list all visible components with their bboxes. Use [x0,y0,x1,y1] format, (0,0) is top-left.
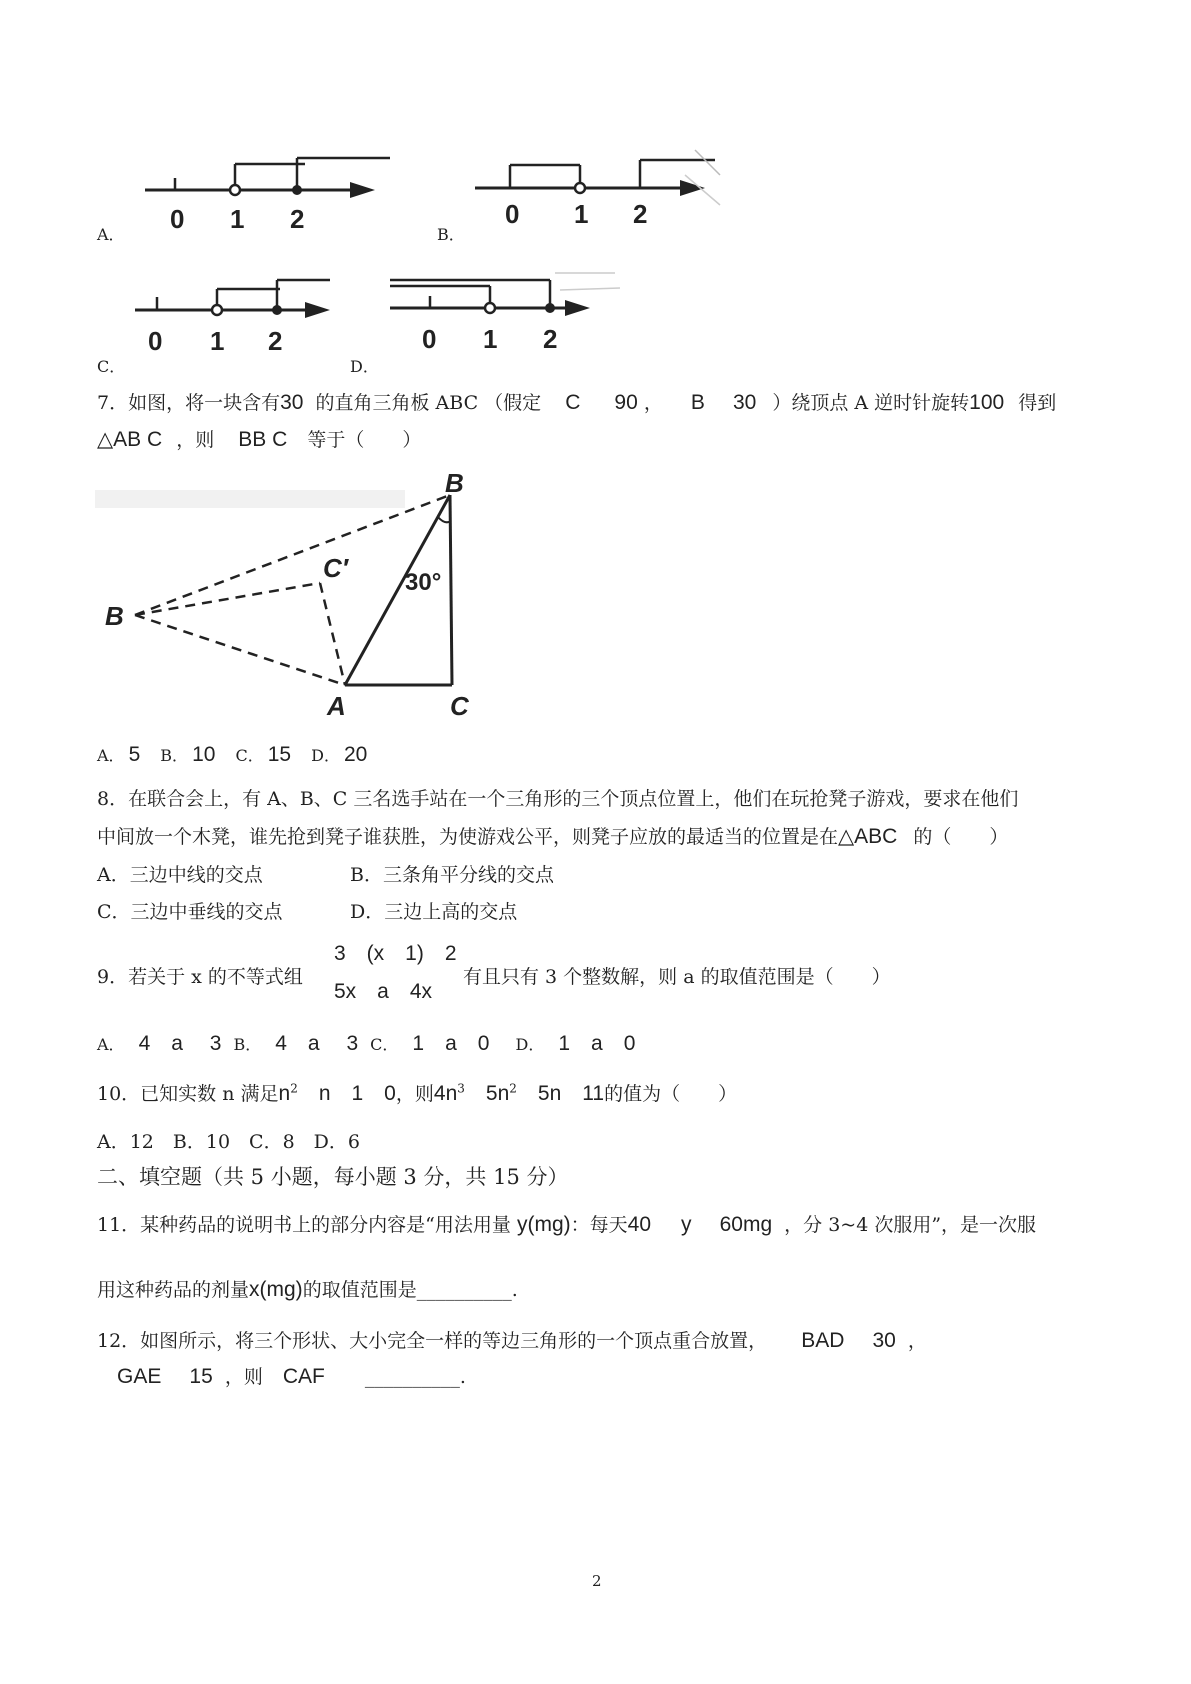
q11-colon: ：每天 [570,1214,628,1236]
q6-c-tick-0: 0 [148,326,163,356]
q10-eq-sup: 2 [290,1081,298,1096]
q7-triangle: △AB C [97,428,163,451]
q6-d-tick-0: 0 [422,324,437,354]
q7-figure [95,465,495,720]
q6-c-tick-1: 1 [210,326,225,356]
q11-line-2 [97,1275,518,1302]
q9-system-row-2: 5x a 4x [334,980,433,1003]
q11-y: y [681,1213,692,1236]
q9-answer-b-value: 4 a 3 [275,1032,359,1055]
q11-line-2-post: 的取值范围是__________. [302,1279,518,1301]
q12-gae: GAE [117,1365,162,1388]
q6-a-tick-0: 0 [170,204,185,234]
q7-text-post: 得到 [1018,392,1057,414]
q7-line-2 [97,425,421,452]
q9-answer-c-value: 1 a 0 [412,1032,490,1055]
q7-deg30: 30 [280,391,304,414]
q7-label-b-prime: B [105,601,124,631]
q8-option-d: D．三边上高的交点 [350,901,518,923]
q11-pre: 11．某种药品的说明书上的部分内容是“用法用量 [97,1214,511,1236]
q7-answer-c-label: C． [235,746,264,765]
q12-then: ，则 [224,1366,263,1388]
q10-expr-c: 5n 11 [516,1082,605,1105]
q7-line-1 [97,388,1056,415]
q6-option-b-label: B． [437,225,465,244]
q9-answer-d-value: 1 a 0 [558,1032,636,1055]
q6-a-tick-1: 1 [230,204,245,234]
q7-text-mid1: 的直角三角板 ABC （假定 [315,392,542,414]
q7-answer-d-label: D． [311,746,340,765]
q12-pre: 12．如图所示，将三个形状、大小完全一样的等边三角形的一个顶点重合放置， [97,1330,768,1352]
q6-b-tick-1: 1 [574,199,589,229]
q11-post: ，分 3~4 次服用”，是一次服 [784,1214,1037,1236]
q7-label-b-top: B [445,468,464,498]
q10-eq-n: n [278,1082,291,1105]
q10-expr-a: 4n [433,1082,458,1105]
q7-angle-c: C [565,391,581,414]
q7-comma: ， [643,392,663,414]
q8-line-1: 8．在联合会上，有 A、B、C 三名选手站在一个三角形的三个顶点位置上，他们在玩抢凳子游戏，要求在他们 [97,788,1019,810]
q9-system-row-1: 3 (x 1) 2 [334,942,457,965]
q7-answers [97,743,367,767]
q12-comma: ， [907,1330,927,1352]
q11-v60: 60mg [719,1213,773,1236]
q12-blank: __________. [364,1366,466,1388]
q7-answer-d-value: 20 [343,743,368,766]
q7-label-c-prime: C′ [323,553,349,583]
q9-pre: 9．若关于 x 的不等式组 [97,966,303,988]
q6-b-tick-0: 0 [505,199,520,229]
q7-text-mid2: ）绕顶点 A 逆时针旋转 [772,392,970,414]
q9-answer-b-label: B． [233,1035,262,1054]
q11-ymg: y(mg) [516,1213,571,1236]
q10-pre: 10．已知实数 n 满足 [97,1083,279,1105]
q7-answer-a-value: 5 [128,743,141,766]
q6-number-line-c [130,275,350,360]
q8-triangle: △ABC [838,825,898,848]
q8-option-b: B．三条角平分线的交点 [350,864,554,886]
q10-answers: A．12 B．10 C．8 D．6 [97,1131,360,1153]
q6-d-tick-2: 2 [543,324,558,354]
q10-line [97,1077,737,1107]
q12-line-1 [97,1326,927,1353]
q9-answer-c-label: C． [370,1035,399,1054]
q12-line-2 [117,1362,466,1389]
q7-answer-a-label: A． [97,746,125,765]
q11-xmg: x(mg) [249,1278,303,1301]
q6-option-a-label: A． [97,225,125,244]
q10-mid: ，则 [395,1083,434,1105]
q6-c-tick-2: 2 [268,326,283,356]
q6-d-tick-1: 1 [483,324,498,354]
q7-b30: 30 [732,391,757,414]
q7-answer-c-value: 15 [267,743,292,766]
page-number: 2 [592,1572,602,1590]
q7-text-pre: 7．如图，将一块含有 [97,392,281,414]
q9-answer-a-label: A． [97,1035,125,1054]
q6-number-line-a [140,150,400,235]
q8-line-2-post: 的（ ） [913,826,1009,848]
q9-post: 有且只有 3 个整数解，则 a 的取值范围是（ ） [463,966,891,988]
q6-number-line-d [385,268,635,358]
q6-number-line-b [470,145,730,230]
q7-angle-b: B [690,391,705,414]
q6-a-tick-2: 2 [290,204,305,234]
q7-label-a: A [327,691,346,720]
q10-post: 的值为（ ） [604,1083,738,1105]
q12-caf: CAF [282,1365,325,1388]
section-2-title: 二、填空题（共 5 小题，每小题 3 分，共 15 分） [97,1165,569,1189]
q7-equals: 等于（ ） [307,429,422,451]
q7-answer-b-label: B． [160,746,189,765]
q10-expr-b-sup: 2 [509,1081,517,1096]
q12-v30: 30 [872,1329,896,1352]
q9-answers [97,1027,635,1057]
q9-answer-d-label: D． [515,1035,545,1054]
q11-v40: 40 [627,1213,651,1236]
q6-option-c-label: C． [97,357,126,376]
q6-option-d-label: D． [350,357,379,376]
q10-expr-a-sup: 3 [457,1081,465,1096]
q11-line-1 [97,1210,1036,1237]
q8-option-c: C．三边中垂线的交点 [97,901,283,923]
q7-label-c: C [450,691,469,720]
q7-angle-bbc: BB C [238,428,288,451]
q12-v15: 15 [189,1365,213,1388]
q7-deg100: 100 [969,391,1005,414]
q11-line-2-pre: 用这种药品的剂量 [97,1279,250,1301]
q7-then: ，则 [176,429,215,451]
q9-answer-a-value: 4 a 3 [138,1032,222,1055]
q10-eq-rest: n 1 0 [297,1082,396,1105]
q12-bad: BAD [801,1329,845,1352]
q8-line-2 [97,822,1008,849]
q8-option-a: A．三边中线的交点 [97,864,263,886]
q7-c90: 90 [614,391,638,414]
q10-expr-b: 5n [464,1082,510,1105]
q8-line-2-pre: 中间放一个木凳，谁先抢到凳子谁获胜，为使游戏公平，则凳子应放的最适当的位置是在 [97,826,839,848]
q7-answer-b-value: 10 [192,743,216,766]
q7-label-angle: 30° [405,569,442,596]
q6-b-tick-2: 2 [633,199,648,229]
